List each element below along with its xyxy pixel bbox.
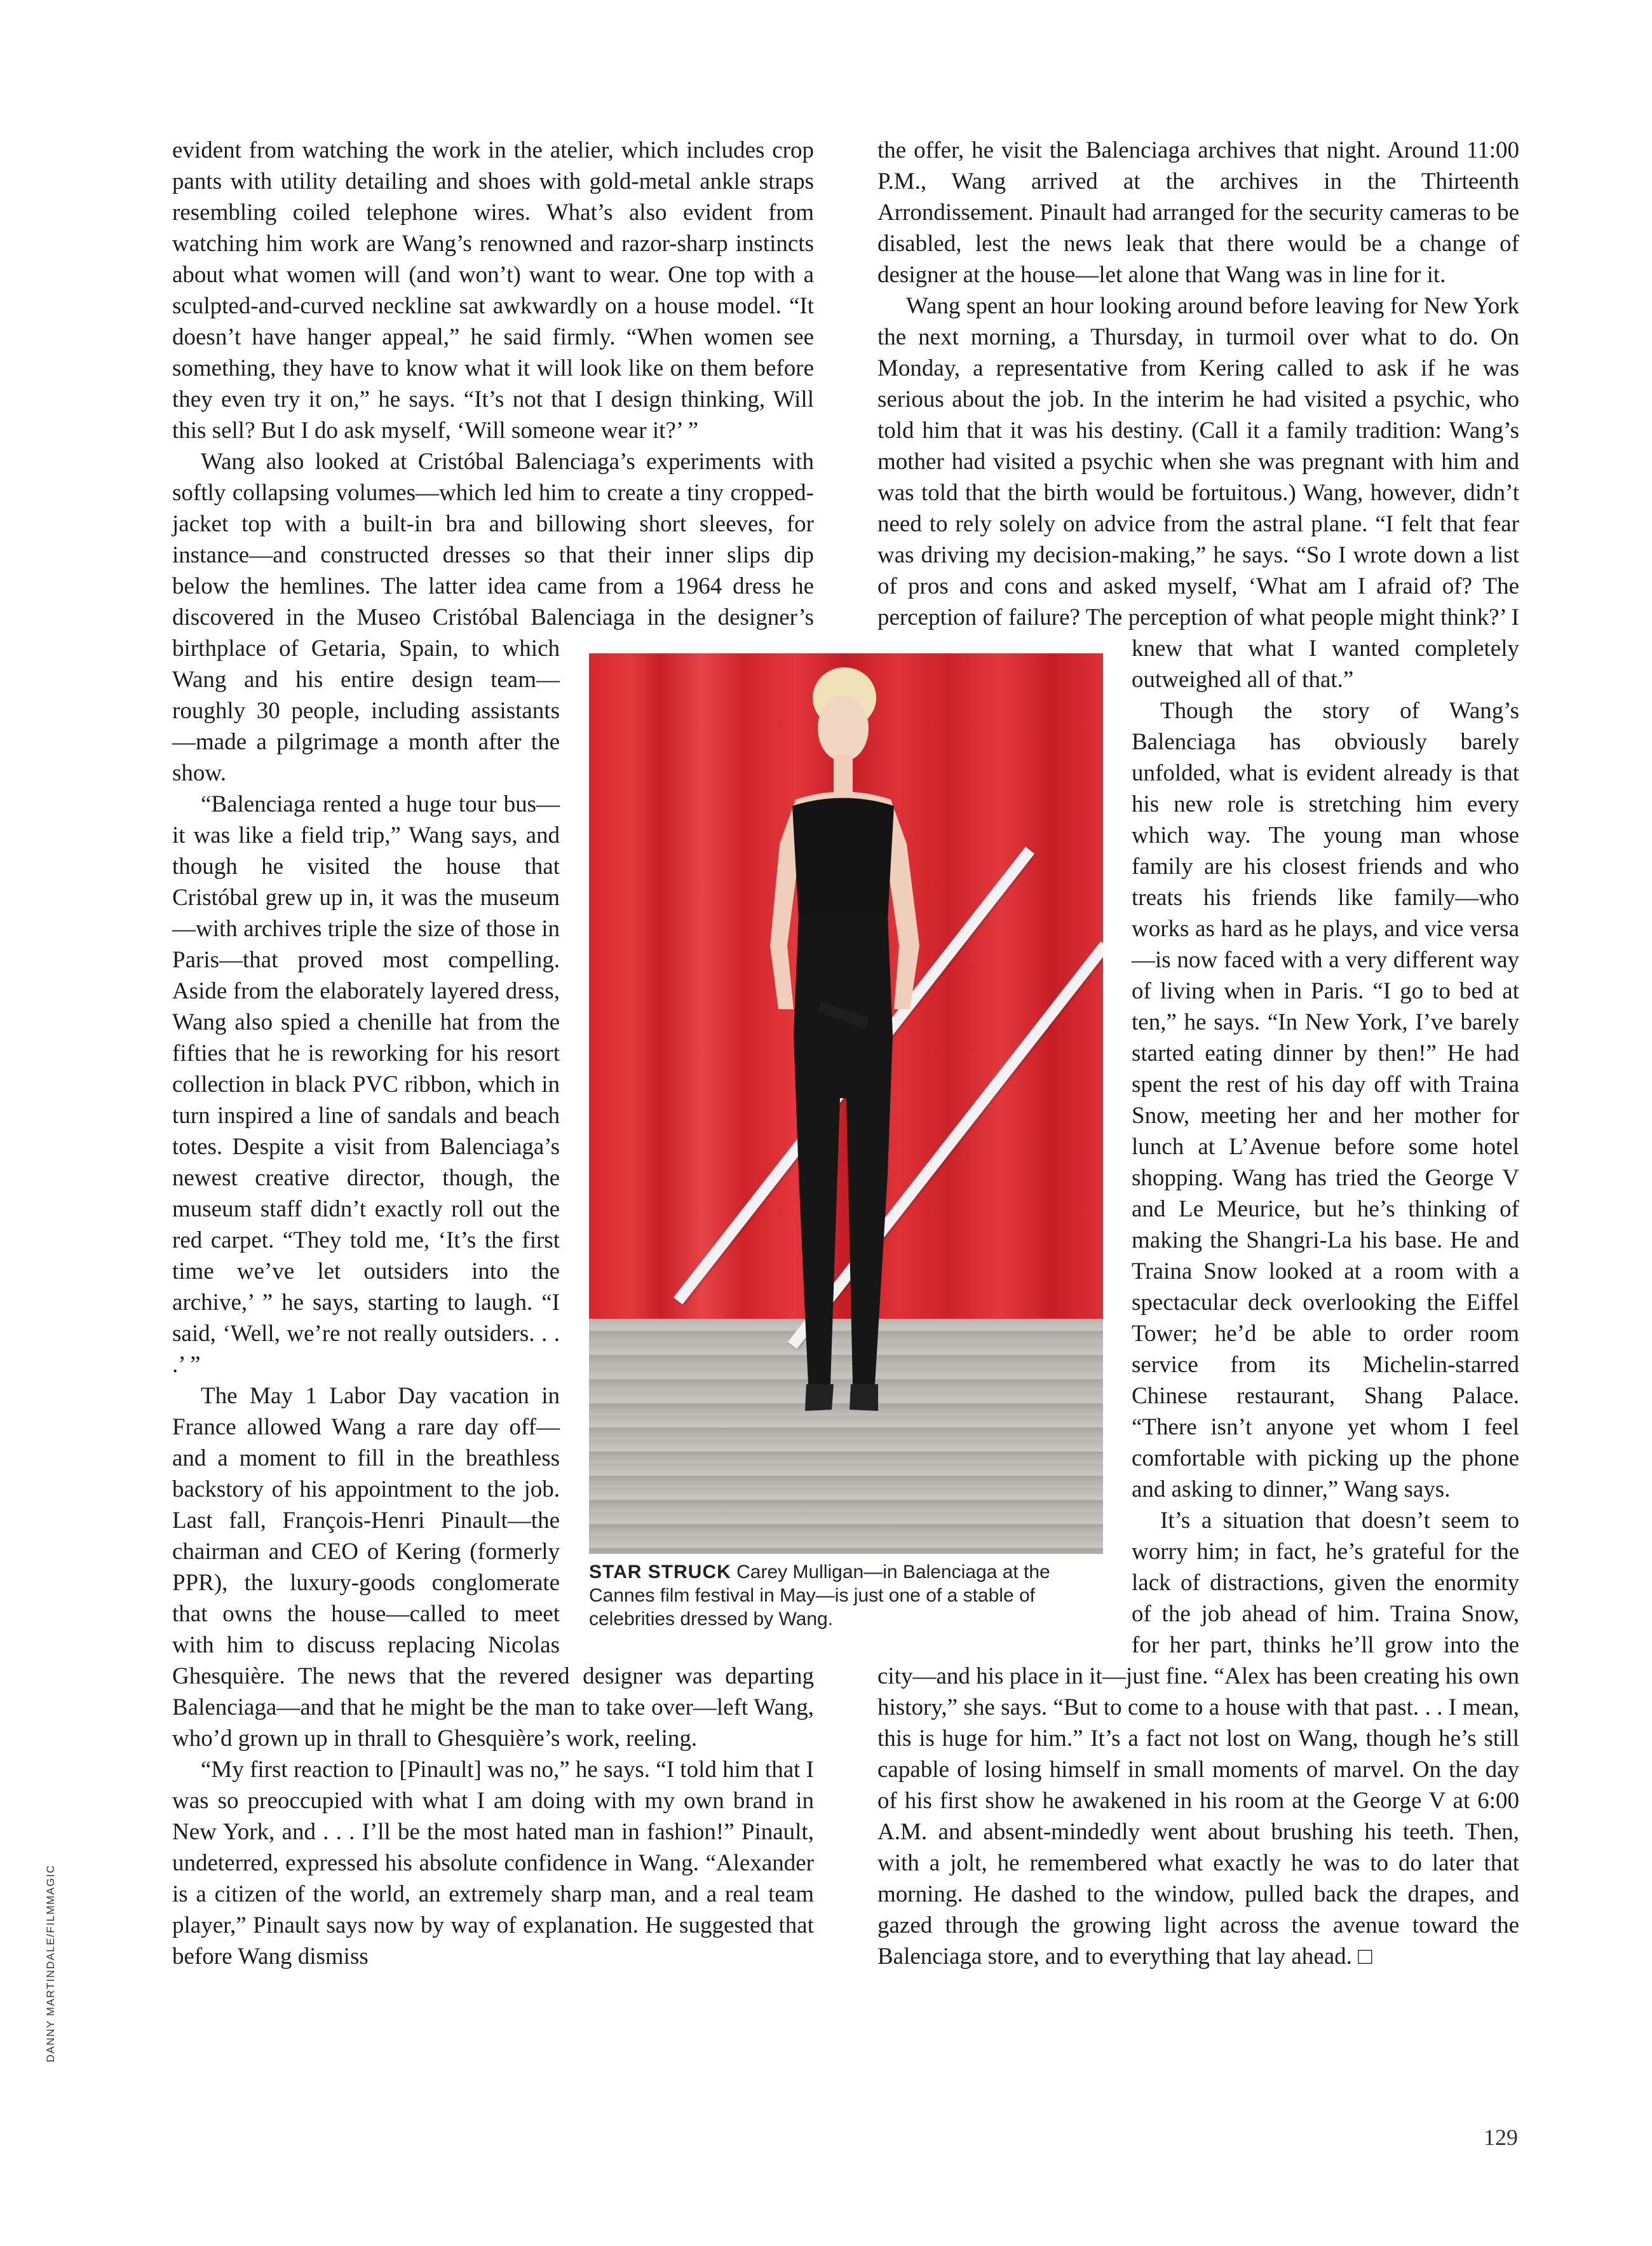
paragraph: Wang spent an hour looking around before leaving for New York the next morning, a Thursday, in turmoil over what to do. On Monday, a representative from Kering called to ask if he was serious about the job. In the interim he had visited a psychic, who told him that it was his destiny. (Call it a family tradition: Wang’s mother had visited a psychic when she was pregnant with him and was told that the birth would be fortuitous.) Wang, however, didn’t need to rely solely on advice from the astral plane. “I felt that fear was driving my decision-making,” he says. “So I wrote down a list of pros and cons and asked myself, ‘What am I afraid of? The perception of failure? The perception of what people might think?’ I knew that what I wanted completely outweighed all of that.” — [877, 293, 1519, 693]
paragraph: The May 1 Labor Day vacation in France allowed Wang a rare day off—and a moment to fill in the breathless backstory of his appointment to the job. Last fall, François-Henri Pinault—the chairman and CEO of Kering (formerly PPR), the luxury-goods conglomerate that owns the house—called to meet with him to discuss replacing Nicolas Ghesquière. The news that the revered designer was departing Balenciaga—and that he might be the man to take over—left Wang, who’d grown up in thrall to Ghesquière’s work, reeling. — [172, 1383, 814, 1752]
figure-silhouette — [589, 653, 1103, 1554]
photo-credit: DANNY MARTINDALE/FILMMAGIC — [44, 1864, 57, 2062]
caption-text: Carey Mulligan—in Balenciaga at the Cannes film festival in May—is just one of a stable of celebrities dressed by Wang. — [589, 1562, 1050, 1630]
paragraph: Though the story of Wang’s Balenciaga has obviously barely unfolded, what is evident already is that his new role is stretching him every which way. The young man whose family are his closest friends and who treats his friends like family—who works as hard as he plays, and vice versa—is now faced with a very different way of living when in Paris. “I go to bed at ten,” he says. “In New York, I’ve barely started eating dinner by then!” He had spent the rest of his day off with Traina Snow, meeting her and her mother for lunch at L’Avenue before some hotel shopping. Wang has tried the George V and Le Meurice, but he’s thinking of making the Shangri-La his base. He and Traina Snow looked at a room with a spectacular deck overlooking the Eiffel Tower; he’d be able to order room service from its Michelin-starred Chinese restaurant, Shang Palace. “There isn’t anyone yet whom I feel comfortable with picking up the phone and asking to dinner,” Wang says. — [1132, 698, 1519, 1502]
paragraph: It’s a situation that doesn’t seem to worry him; in fact, he’s grateful for the lack of distractions, given the enormity of the job ahead of him. Traina Snow, for her part, thinks he’ll grow into the city—and his place in it—just fine. “Alex has been creating his own history,” she says. “But to come to a house with that past. . . I mean, this is huge for him.” It’s a fact not lost on Wang, though he’s still capable of losing himself in small moments of marvel. On the day of his first show he awakened in his room at the George V at 6:00 A.M. and absent-mindedly went about brushing his teeth. Then, with a jolt, he remembered what exactly he was to do later that morning. He dashed to the window, pulled back the drapes, and gazed through the growing light across the avenue toward the Balenciaga store, and to everything that lay ahead. □ — [877, 1508, 1519, 1970]
caption-lead: STAR STRUCK — [589, 1562, 731, 1582]
photo-carey-mulligan — [589, 653, 1103, 1554]
paragraph: “My first reaction to [Pinault] was no,” he says. “I told him that I was so preoccupied with what I am doing with my own brand in New York, and . . . I’ll be the most hated man in fashion!” Pinault, undeterred, expressed his absolute confidence in Wang. “Alexander is a citizen of the world, an extremely sharp man, and a real team player,” Pinault says now by way of explanation. He suggested that before Wang dismiss — [172, 1757, 814, 1970]
paragraph: “Balenciaga rented a huge tour bus—it was like a field trip,” Wang says, and though he visited the house that Cristóbal grew up in, it was the museum—with archives triple the size of those in Paris—that proved most compelling. Aside from the elaborately layered dress, Wang also spied a chenille hat from the fifties that he is reworking for his resort collection in black PVC ribbon, which in turn inspired a line of sandals and beach totes. Despite a visit from Balenciaga’s newest creative director, though, the museum staff didn’t exactly roll out the red carpet. “They told me, ‘It’s the first time we’ve let outsiders into the archive,’ ” he says, starting to laugh. “I said, ‘Well, we’re not really outsiders. . . .’ ” — [172, 791, 560, 1378]
photo-caption — [589, 1560, 1110, 1631]
paragraph: evident from watching the work in the atelier, which includes crop pants with utility detailing and shoes with gold-metal ankle straps resembling coiled telephone wires. What’s also evident from watching him work are Wang’s renowned and razor-sharp instincts about what women will (and won’t) want to wear. One top with a sculpted-and-curved neckline sat awkwardly on a house model. “It doesn’t have hanger appeal,” he said firmly. “When women see something, they have to know what it will look like on them before they even try it on,” he says. “It’s not that I design thinking, Will this sell? But I do ask myself, ‘Will someone wear it?’ ” — [172, 137, 814, 444]
page-number: 129 — [1484, 2125, 1518, 2150]
paragraph: Wang also looked at Cristóbal Balenciaga’s experiments with softly collapsing volumes—which led him to create a tiny cropped-jacket top with a built-in bra and billowing short sleeves, for instance—and constructed dresses so that their inner slips dip below the hemlines. The latter idea came from a 1964 dress he discovered in the Museo Cristóbal Balenciaga in the designer’s birthplace of Getaria, Spain, to which Wang and his entire design team—roughly 30 people, including assistants—made a pilgrimage a month after the show. — [172, 449, 814, 786]
paragraph: the offer, he visit the Balenciaga archives that night. Around 11:00 P.M., Wang arrived at the archives in the Thirteenth Arrondissement. Pinault had arranged for the security cameras to be disabled, lest the news leak that there would be a change of designer at the house—let alone that Wang was in line for it. — [877, 137, 1519, 288]
